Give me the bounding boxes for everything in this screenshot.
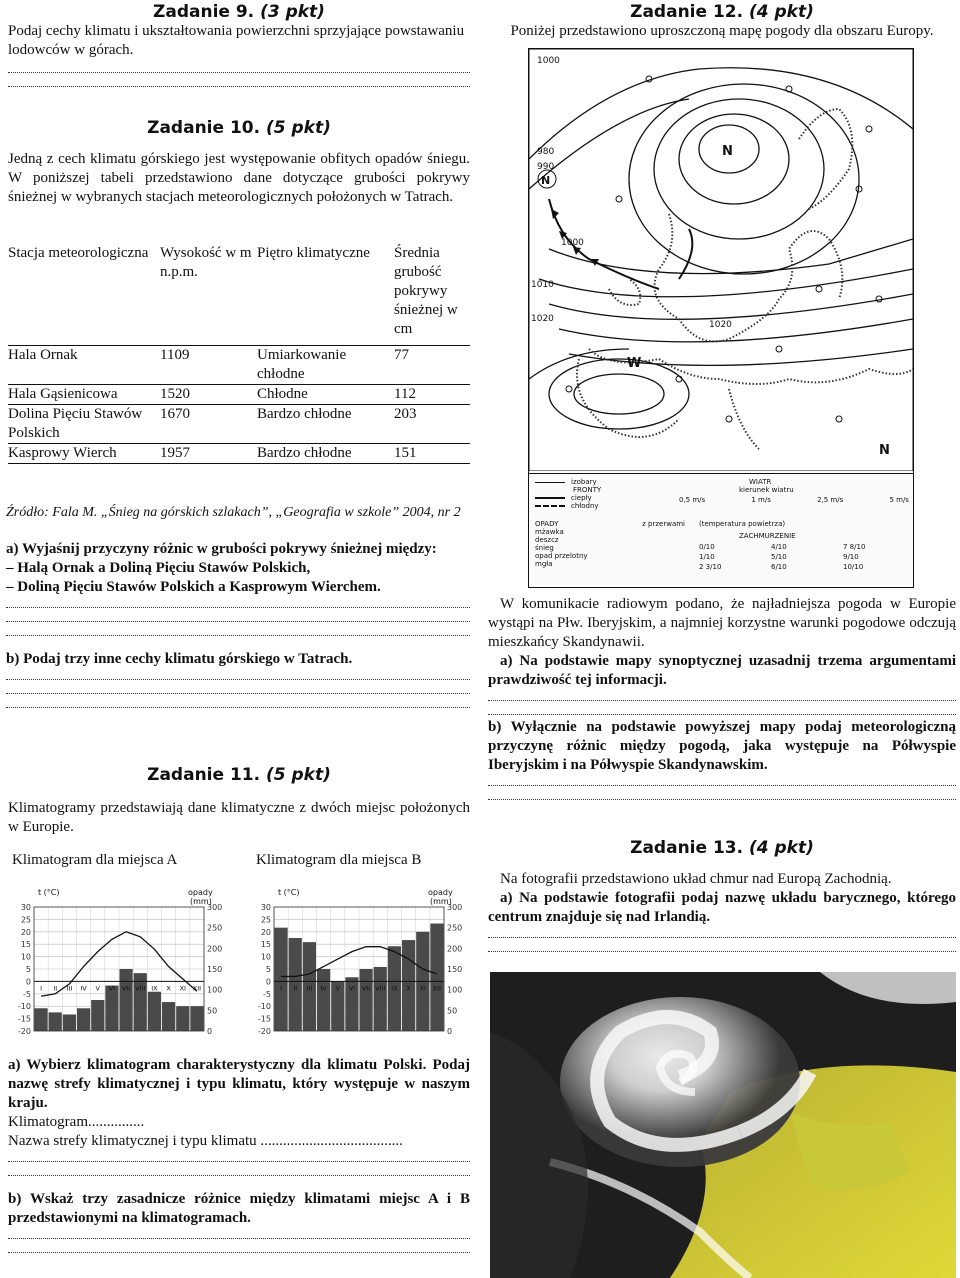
month-label: V — [335, 984, 340, 993]
task12-title — [488, 2, 956, 22]
precip-tick-label: 150 — [447, 965, 463, 974]
task11 — [8, 765, 470, 875]
answer-line[interactable] — [488, 941, 956, 952]
snow-table-wrap — [8, 244, 470, 470]
legend-fog: mgła — [535, 560, 553, 568]
task-number: Zadanie 11. — [147, 765, 261, 785]
legend-wind-speed: 2,5 m/s — [817, 496, 844, 504]
temp-tick-label: -10 — [17, 1002, 31, 1012]
table-cell: Bardzo chłodne — [257, 405, 394, 444]
legend-snow: śnieg — [535, 544, 554, 552]
precipitation-bar — [374, 967, 387, 1031]
cloud-image — [490, 972, 956, 1278]
month-label: V — [95, 984, 100, 993]
task10-title — [8, 118, 470, 138]
temp-tick-label: -15 — [17, 1014, 31, 1024]
precipitation-bar — [49, 1012, 62, 1031]
answer-line[interactable] — [6, 669, 470, 680]
month-label: XII — [432, 984, 442, 993]
table-cell: Hala Ornak — [8, 346, 160, 385]
legend-wind-speed: 0,5 m/s — [679, 496, 706, 504]
month-label: XI — [179, 984, 186, 993]
legend-cloud-value: 7 8/10 — [843, 543, 866, 551]
weather-map — [528, 48, 914, 588]
precipitation-bar — [35, 1008, 48, 1031]
table-cell: Dolina Pięciu Stawów Polskich — [8, 405, 160, 444]
temp-tick-label: -5 — [23, 989, 31, 999]
answer-line[interactable] — [488, 789, 956, 800]
klimatogram-answer: Klimatogram............... — [8, 1114, 145, 1130]
legend-intermittent: z przerwami — [642, 520, 685, 528]
month-label: VI — [348, 984, 356, 993]
task9-title — [8, 2, 470, 22]
task12-questions — [488, 595, 956, 803]
table-cell: Bardzo chłodne — [257, 444, 394, 464]
pressure-label: 1020 — [709, 320, 732, 330]
temp-tick-label: 15 — [20, 940, 31, 950]
table-row — [8, 346, 470, 385]
question-b: b) Podaj trzy inne cechy klimatu górskiego w Tatrach. — [6, 651, 353, 667]
task11-questions — [8, 1056, 470, 1256]
legend-cloud-cover: ZACHMURZENIE — [739, 532, 796, 540]
precipitation-bar — [63, 1014, 76, 1031]
climate-zone-answer: Nazwa strefy klimatycznej i typu klimatu ...................................... — [8, 1133, 403, 1149]
legend-isobars: izobary — [571, 478, 597, 486]
climatogram-b-label: Klimatogram dla miejsca B — [256, 852, 422, 868]
answer-line[interactable] — [488, 704, 956, 715]
temp-tick-label: 10 — [260, 952, 271, 962]
month-label: II — [53, 984, 58, 993]
question-a: a) Na podstawie mapy synoptycznej uzasadnij trzema argumentami prawdziwość tej informacji. — [488, 653, 956, 688]
pressure-label: 980 — [537, 147, 555, 157]
precipitation-bar — [91, 1000, 104, 1031]
answer-line[interactable] — [8, 1242, 470, 1253]
table-cell: Hala Gąsienicowa — [8, 385, 160, 405]
precipitation-bar — [275, 928, 288, 1031]
answer-line[interactable] — [6, 597, 470, 608]
temp-tick-label: 5 — [25, 965, 31, 974]
precip-tick-label: 300 — [207, 903, 223, 912]
pressure-label: 1020 — [531, 314, 554, 324]
question-b: b) Wskaż trzy zasadnicze różnice między klimatami miejsc A i B przedstawionymi na klimatogramach. — [8, 1191, 470, 1226]
station-symbol: N — [541, 174, 551, 187]
precip-tick-label: 150 — [207, 965, 223, 974]
temp-tick-label: 0 — [25, 977, 31, 987]
temperature-axis-label: t (°C) — [38, 888, 60, 897]
task11-intro: Klimatogramy przedstawiają dane klimatyczne z dwóch miejsc położonych w Europie. — [8, 800, 470, 835]
precipitation-bar — [317, 969, 330, 1031]
legend-wind-direction: kierunek wiatru — [739, 486, 794, 494]
precipitation-axis-unit: (mm) — [430, 897, 452, 906]
precipitation-bar — [190, 1006, 203, 1031]
map-legend — [529, 473, 913, 587]
climatogram-b — [248, 885, 478, 1035]
north-symbol: N — [879, 443, 890, 458]
task-points: (5 pkt) — [265, 118, 331, 138]
month-label: III — [306, 984, 313, 993]
precipitation-bar — [148, 992, 161, 1031]
precipitation-axis-unit: (mm) — [190, 897, 212, 906]
table-header: Wysokość w m n.p.m. — [160, 245, 252, 280]
legend-cloud-value: 10/10 — [843, 563, 864, 571]
question-a: a) Wybierz klimatogram charakterystyczny dla klimatu Polski. Podaj nazwę strefy klimatycznej i typu klimatu, który występuje w naszym kraju. — [8, 1057, 470, 1111]
month-label: II — [293, 984, 298, 993]
precipitation-bar — [120, 969, 133, 1031]
task11-title — [8, 765, 470, 785]
month-label: IX — [151, 984, 158, 993]
answer-line[interactable] — [8, 62, 470, 73]
legend-precipitation: OPADY — [535, 520, 559, 528]
month-label: X — [406, 984, 411, 993]
temp-tick-label: 15 — [260, 940, 271, 950]
month-label: VIII — [135, 984, 146, 993]
table-header: Średnia grubość pokrywy śnieżnej w cm — [394, 245, 458, 337]
precipitation-bar — [162, 1002, 175, 1031]
legend-wind: WIATR — [749, 478, 772, 486]
answer-line[interactable] — [6, 611, 470, 622]
table-row — [8, 444, 470, 464]
table-cell: 77 — [394, 346, 470, 385]
question-a-line1: a) Wyjaśnij przyczyny różnic w grubości pokrywy śnieżnej między: — [6, 541, 437, 557]
task-points: (3 pkt) — [260, 2, 325, 22]
legend-temperature: (temperatura powietrza) — [699, 520, 786, 528]
temp-tick-label: 0 — [265, 977, 271, 987]
temp-tick-label: 25 — [260, 915, 271, 925]
task9-text: Podaj cechy klimatu i ukształtowania powierzchni sprzyjające powstawaniu lodowców w górach. — [8, 23, 465, 58]
month-label: X — [166, 984, 171, 993]
answer-line[interactable] — [8, 1151, 470, 1162]
precip-tick-label: 0 — [207, 1027, 213, 1035]
task-points: (4 pkt) — [748, 2, 814, 22]
precip-tick-label: 250 — [207, 923, 223, 933]
legend-warm-front: ciepły — [571, 494, 592, 502]
answer-line[interactable] — [488, 690, 956, 701]
table-row — [8, 405, 470, 444]
precipitation-bar — [77, 1008, 90, 1031]
task-points: (4 pkt) — [748, 838, 814, 858]
task12-intro: Poniżej przedstawiono uproszczoną mapę pogody dla obszaru Europy. — [510, 23, 934, 39]
precip-tick-label: 50 — [207, 1006, 218, 1016]
answer-line[interactable] — [8, 1228, 470, 1239]
answer-line[interactable] — [6, 697, 470, 708]
table-cell: Chłodne — [257, 385, 394, 405]
legend-fronts: FRONTY — [573, 486, 602, 494]
precipitation-bar — [430, 924, 443, 1031]
task12-text: W komunikacie radiowym podano, że najładniejsza pogoda w Europie wystąpi na Płw. Iberyjskim, a najmniej korzystne warunki pogodowe odczują mieszkańcy Skandynawii. — [488, 596, 956, 650]
temp-tick-label: 30 — [260, 903, 271, 912]
temp-tick-label: 5 — [265, 965, 271, 974]
task9 — [8, 2, 470, 90]
task-points: (5 pkt) — [265, 765, 331, 785]
legend-cloud-value: 5/10 — [771, 553, 787, 561]
legend-wind-speed: 1 m/s — [751, 496, 771, 504]
legend-showers: opad przelotny — [535, 552, 588, 560]
answer-line[interactable] — [6, 683, 470, 694]
task12 — [488, 2, 956, 41]
source-note: Źródło: Fala M. „Śnieg na górskich szlakach”, „Geografia w szkole” 2004, nr 2 — [6, 505, 461, 520]
month-label: IV — [320, 984, 327, 993]
temp-tick-label: 20 — [20, 927, 31, 937]
pressure-label: 990 — [537, 162, 555, 172]
answer-line[interactable] — [6, 625, 470, 636]
question-a-line3: – Doliną Pięciu Stawów Polskich a Kasprowym Wierchem. — [6, 579, 381, 595]
temp-tick-label: -20 — [257, 1027, 271, 1035]
legend-rain: deszcz — [535, 536, 559, 544]
table-cell: 1670 — [160, 405, 257, 444]
climatogram-a-label: Klimatogram dla miejsca A — [12, 852, 178, 868]
table-row — [8, 385, 470, 405]
month-label: VII — [121, 984, 131, 993]
legend-cloud-value: 2 3/10 — [699, 563, 722, 571]
month-label: IV — [80, 984, 87, 993]
month-label: I — [40, 984, 43, 993]
table-header: Piętro klimatyczne — [257, 245, 370, 261]
high-pressure-symbol: W — [627, 356, 642, 371]
low-pressure-symbol: N — [722, 144, 733, 159]
answer-line[interactable] — [8, 76, 470, 87]
legend-drizzle: mżawka — [535, 528, 564, 536]
task10-intro: Jedną z cech klimatu górskiego jest występowanie obfitych opadów śniegu. W poniższej tabeli przedstawiono dane dotyczące grubości pokrywy śnieżnej w wybranych stacjach meteorologicznych położonych w Tatrach. — [8, 151, 470, 205]
precipitation-axis-label: opady — [428, 888, 453, 897]
precip-tick-label: 200 — [207, 944, 223, 954]
temp-tick-label: -5 — [263, 989, 271, 999]
answer-line[interactable] — [488, 775, 956, 786]
precipitation-axis-label: opady — [188, 888, 213, 897]
question-b: b) Wyłącznie na podstawie powyższej mapy podaj meteorologiczną przyczynę różnic między pogodą, jaka występuje na Półwyspie Iberyjskim i na Półwyspie Skandynawskim. — [488, 719, 956, 773]
task13 — [488, 838, 956, 955]
pressure-label: 1010 — [531, 280, 554, 290]
synoptic-map — [529, 49, 913, 471]
temp-tick-label: 20 — [260, 927, 271, 937]
satellite-photo — [490, 972, 956, 1278]
legend-cloud-value: 0/10 — [699, 543, 715, 551]
legend-cloud-value: 4/10 — [771, 543, 787, 551]
table-cell: Umiarkowanie chłodne — [257, 346, 394, 385]
month-label: IX — [391, 984, 398, 993]
task-number: Zadanie 12. — [630, 2, 744, 22]
temp-tick-label: 30 — [20, 903, 31, 912]
table-cell: Kasprowy Wierch — [8, 444, 160, 464]
legend-cloud-value: 6/10 — [771, 563, 787, 571]
temp-tick-label: -10 — [257, 1002, 271, 1012]
table-cell: 151 — [394, 444, 470, 464]
temp-tick-label: -20 — [17, 1027, 31, 1035]
task13-title — [488, 838, 956, 858]
legend-wind-speed: 5 m/s — [889, 496, 909, 504]
task13-intro: Na fotografii przedstawiono układ chmur nad Europą Zachodnią. — [500, 871, 892, 887]
table-header: Stacja meteorologiczna — [8, 245, 149, 261]
month-label: I — [280, 984, 283, 993]
temp-tick-label: 10 — [20, 952, 31, 962]
table-header-row — [8, 244, 470, 346]
table-cell: 1520 — [160, 385, 257, 405]
table-cell: 1109 — [160, 346, 257, 385]
precip-tick-label: 0 — [447, 1027, 453, 1035]
month-label: VIII — [375, 984, 386, 993]
precipitation-bar — [176, 1006, 189, 1031]
precipitation-bar — [360, 969, 373, 1031]
question-a-line2: – Halą Ornak a Doliną Pięciu Stawów Polskich, — [6, 560, 311, 576]
pressure-label: 1000 — [561, 238, 584, 248]
task-number: Zadanie 9. — [153, 2, 255, 22]
task-number: Zadanie 10. — [147, 118, 261, 138]
precip-tick-label: 50 — [447, 1006, 458, 1016]
table-cell: 1957 — [160, 444, 257, 464]
precip-tick-label: 100 — [447, 985, 463, 995]
legend-cloud-value: 1/10 — [699, 553, 715, 561]
answer-line[interactable] — [8, 1165, 470, 1176]
task10 — [8, 118, 470, 207]
answer-line[interactable] — [488, 927, 956, 938]
snow-table — [8, 244, 470, 470]
table-cell: 203 — [394, 405, 470, 444]
temp-tick-label: -15 — [257, 1014, 271, 1024]
table-cell: 112 — [394, 385, 470, 405]
task-number: Zadanie 13. — [630, 838, 744, 858]
precip-tick-label: 250 — [447, 923, 463, 933]
month-label: VI — [108, 984, 116, 993]
precip-tick-label: 200 — [447, 944, 463, 954]
temperature-axis-label: t (°C) — [278, 888, 300, 897]
precip-tick-label: 100 — [207, 985, 223, 995]
temp-tick-label: 25 — [20, 915, 31, 925]
precip-tick-label: 300 — [447, 903, 463, 912]
month-label: III — [66, 984, 73, 993]
legend-cold-front: chłodny — [571, 502, 599, 510]
month-label: VII — [361, 984, 371, 993]
climatogram-a — [8, 885, 238, 1035]
legend-cloud-value: 9/10 — [843, 553, 859, 561]
question-a: a) Na podstawie fotografii podaj nazwę układu barycznego, którego centrum znajduje się nad Irlandią. — [488, 890, 956, 925]
task10-questions — [6, 503, 470, 711]
month-label: XII — [192, 984, 202, 993]
pressure-label: 1000 — [537, 56, 560, 66]
month-label: XI — [419, 984, 426, 993]
